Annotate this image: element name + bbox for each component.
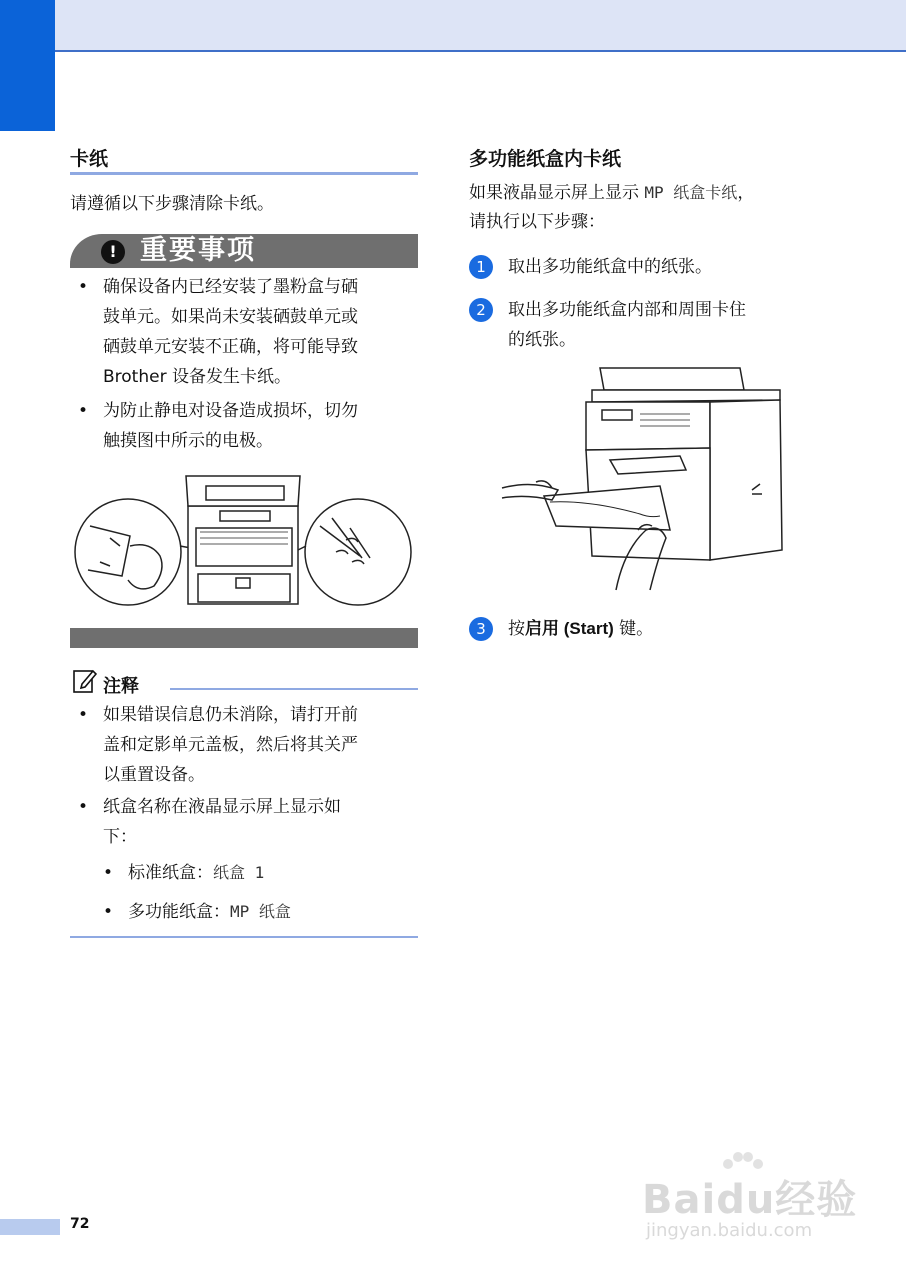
important-banner-end <box>70 628 418 648</box>
warning-icon: ! <box>101 240 125 264</box>
section-rule <box>70 172 418 175</box>
intro-text: 如果液晶显示屏上显示 <box>469 183 645 203</box>
bullet-line: 盖和定影单元盖板，然后将其关严 <box>103 735 358 755</box>
lcd-tray-name: MP 纸盒 <box>230 902 291 921</box>
mp-intro <box>469 178 889 237</box>
note-rule <box>170 688 418 690</box>
step-2-text <box>508 295 746 355</box>
step-number-2: 2 <box>469 298 493 322</box>
step-1-text: 取出多功能纸盒中的纸张。 <box>508 257 712 277</box>
bullet-line: 如果错误信息仍未消除，请打开前 <box>103 705 358 725</box>
note-bullet-2: • 纸盒名称在液晶显示屏上显示如 下： <box>78 792 418 854</box>
note-label: 注释 <box>103 676 139 697</box>
bullet-line: 硒鼓单元安装不正确，将可能导致 <box>103 337 358 357</box>
page-number: 72 <box>70 1216 90 1232</box>
header-band <box>0 0 906 52</box>
bullet-line: 鼓单元。如果尚未安装硒鼓单元或 <box>103 307 358 327</box>
tray-label: 多功能纸盒： <box>128 902 230 922</box>
step-line: 的纸张。 <box>508 330 576 350</box>
chapter-tab <box>0 0 55 131</box>
important-bullet-1: • 确保设备内已经安装了墨粉盒与硒 鼓单元。如果尚未安装硒鼓单元或 硒鼓单元安装不正确，将可能导致 Brother 设备发生卡纸。 <box>78 272 418 394</box>
step-number-3: 3 <box>469 617 493 641</box>
bullet-line: 为防止静电对设备造成损坏，切勿 <box>103 401 358 421</box>
bullet-line: 以重置设备。 <box>103 765 205 785</box>
start-key-label: 启用 (Start) <box>525 619 614 638</box>
step-3-text <box>508 614 653 644</box>
note-pencil-icon <box>73 668 97 694</box>
important-bullet-2: • 为防止静电对设备造成损坏，切勿 触摸图中所示的电极。 <box>78 396 418 458</box>
page-number-band <box>0 1219 60 1235</box>
bullet-line: 确保设备内已经安装了墨粉盒与硒 <box>103 277 358 297</box>
step-text-suffix: 键。 <box>613 619 654 639</box>
step-number-1: 1 <box>469 255 493 279</box>
note-bullet-1: • 如果错误信息仍未消除，请打开前 盖和定影单元盖板，然后将其关严 以重置设备。 <box>78 700 418 792</box>
tray-label: 标准纸盒： <box>128 863 213 883</box>
important-banner <box>70 234 418 268</box>
bullet-line: Brother 设备发生卡纸。 <box>103 367 291 387</box>
bullet-line: 下： <box>103 827 137 847</box>
note-end-rule <box>70 936 418 938</box>
intro-text: 请遵循以下步骤清除卡纸。 <box>70 194 274 214</box>
section-title-paper-jam: 卡纸 <box>70 148 109 170</box>
step-line: 取出多功能纸盒内部和周围卡住 <box>508 300 746 320</box>
tray-name-standard: • 标准纸盒：纸盒 1 <box>103 863 265 883</box>
bullet-line: 纸盒名称在液晶显示屏上显示如 <box>103 797 341 817</box>
mp-tray-illustration <box>500 360 786 592</box>
watermark-url: jingyan.baidu.com <box>646 1220 813 1241</box>
tray-name-mp: • 多功能纸盒：MP 纸盒 <box>103 902 291 922</box>
bullet-line: 触摸图中所示的电极。 <box>103 431 273 451</box>
intro-text: 请执行以下步骤： <box>469 212 605 232</box>
important-label: 重要事项 <box>140 235 256 266</box>
baidu-watermark <box>640 1150 860 1250</box>
lcd-message: MP 纸盒卡纸 <box>644 183 738 202</box>
intro-punct: ， <box>737 183 755 203</box>
drum-electrode-illustration <box>70 466 418 618</box>
watermark-logo: Baidu经验 <box>642 1177 858 1223</box>
step-text-prefix: 按 <box>508 619 525 639</box>
section-title-mp-tray-jam: 多功能纸盒内卡纸 <box>469 148 622 170</box>
lcd-tray-name: 纸盒 1 <box>213 863 265 882</box>
